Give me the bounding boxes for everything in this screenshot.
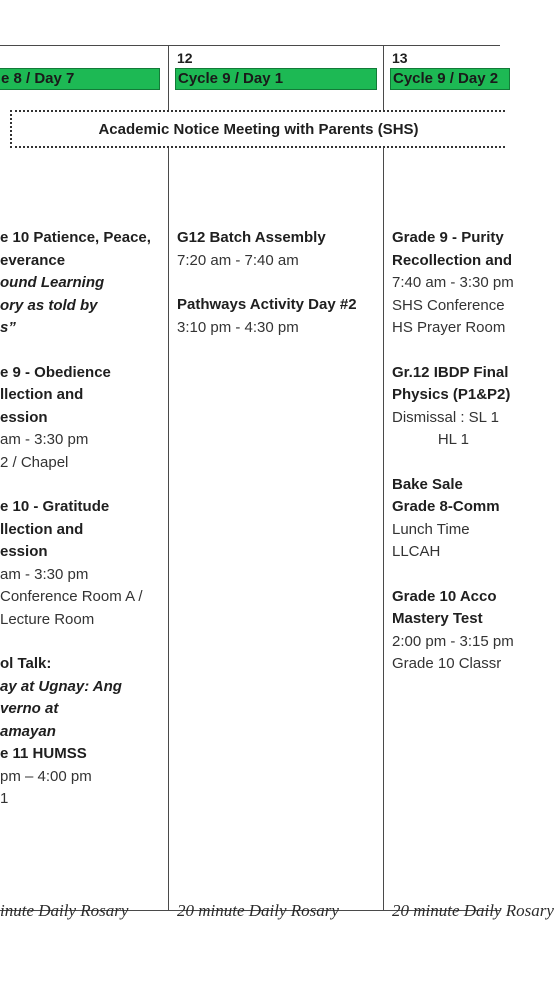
event-detail: am - 3:30 pm: [0, 431, 89, 448]
rosary-note: 20 minute Daily Rosary: [177, 901, 339, 920]
event-item[interactable]: [392, 362, 514, 452]
event-title: e 10 Patience, Peace,: [0, 229, 151, 246]
cycle-badge: Cycle 9 / Day 1: [175, 68, 377, 90]
event-title: Mastery Test: [392, 610, 483, 627]
event-title: llection and: [0, 520, 84, 538]
event-title: verno at: [0, 700, 59, 717]
event-title: G12 Batch Assembly: [177, 229, 326, 246]
event-item[interactable]: [392, 227, 514, 340]
event-item[interactable]: [0, 227, 151, 340]
event-detail: SHS Conference: [392, 296, 505, 314]
event-title: ound Learning: [0, 274, 105, 291]
event-title: e 11 HUMSS: [0, 745, 87, 762]
rosary-note: 20 minute Daily Rosary: [392, 901, 554, 920]
event-detail: Dismissal : SL 1: [392, 408, 499, 426]
event-title: everance: [0, 251, 66, 269]
event-title: amayan: [0, 722, 56, 740]
event-detail: 2:00 pm - 3:15 pm: [392, 632, 514, 650]
event-title: llection and: [0, 386, 84, 403]
day-column-left[interactable]: [0, 45, 168, 920]
event-detail: Lecture Room: [0, 610, 95, 628]
event-item[interactable]: [0, 496, 151, 631]
event-detail: Conference Room A /: [0, 588, 143, 605]
event-item[interactable]: [177, 294, 357, 339]
event-detail: HL 1: [392, 431, 469, 448]
event-title: Grade 10 Acco: [392, 587, 497, 605]
event-title: ession: [0, 543, 48, 560]
event-detail: 1: [0, 790, 9, 807]
event-title: Gr.12 IBDP Final: [392, 363, 509, 381]
event-detail: Grade 10 Classr: [392, 655, 502, 672]
event-item[interactable]: [0, 362, 151, 475]
notice-banner[interactable]: [10, 110, 505, 148]
event-item[interactable]: [392, 586, 514, 676]
events-list: [392, 227, 514, 698]
event-item[interactable]: [177, 227, 357, 272]
event-title: Pathways Activity Day #2: [177, 296, 357, 313]
events-list: [0, 227, 151, 833]
event-detail: pm – 4:00 pm: [0, 767, 92, 785]
event-title: Physics (P1&P2): [392, 386, 511, 403]
cycle-badge: Cycle 9 / Day 2: [390, 68, 510, 90]
event-title: s”: [0, 319, 16, 336]
event-detail: Lunch Time: [392, 520, 470, 538]
events-list: [177, 227, 357, 361]
event-title: Grade 9 - Purity: [392, 229, 504, 246]
event-detail: 7:20 am - 7:40 am: [177, 251, 299, 269]
event-title: Grade 8-Comm: [392, 498, 500, 515]
event-title: e 9 - Obedience: [0, 363, 111, 381]
event-title: ay at Ugnay: Ang: [0, 677, 122, 695]
notice-title: Academic Notice Meeting with Parents (SHS): [98, 121, 419, 138]
day-column-12[interactable]: [169, 45, 383, 920]
rosary-note: inute Daily Rosary: [0, 901, 129, 920]
event-detail: am - 3:30 pm: [0, 565, 89, 583]
event-title: e 10 - Gratitude: [0, 498, 110, 515]
day-number: 12: [177, 50, 193, 66]
cycle-badge: e 8 / Day 7: [0, 68, 160, 90]
event-title: Recollection and: [392, 251, 513, 269]
event-detail: 7:40 am - 3:30 pm: [392, 274, 514, 291]
event-detail: 3:10 pm - 4:30 pm: [177, 318, 299, 336]
day-column-13[interactable]: [384, 45, 554, 920]
event-item[interactable]: [392, 474, 514, 564]
event-title: ession: [0, 408, 48, 426]
event-detail: 2 / Chapel: [0, 453, 69, 471]
event-title: Bake Sale: [392, 475, 463, 493]
event-detail: HS Prayer Room: [392, 319, 506, 336]
event-title: ol Talk:: [0, 655, 52, 672]
event-detail: LLCAH: [392, 543, 441, 560]
day-number: 13: [392, 50, 408, 66]
event-title: ory as told by: [0, 296, 98, 314]
event-item[interactable]: [0, 653, 151, 811]
